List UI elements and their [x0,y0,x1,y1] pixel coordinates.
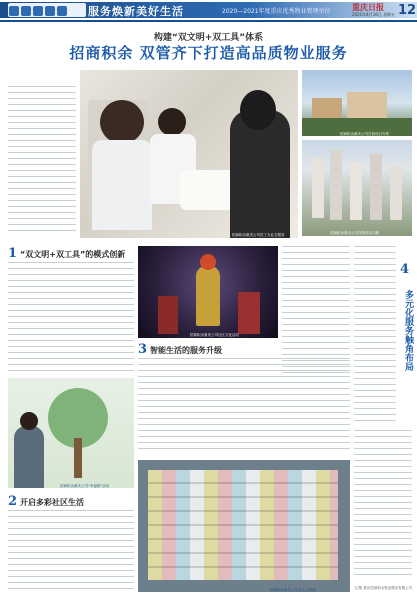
section-1-number: 1 [8,246,18,261]
caption-tree-photo: 招商积余重庆公司“幸福树”活动 [60,484,110,488]
section-4-text-b [354,430,412,580]
section-2-text [8,510,134,594]
section-4-number: 4 [400,262,410,277]
building-exterior-photo [302,70,412,136]
header-subtitle: 2020—2021年度重庆优秀物业管理单位 [222,8,331,15]
page-headline: 招商积余 双管齐下打造高品质物业服务 [69,44,348,62]
right-text-column-1 [282,246,350,376]
section-title: 服务焕新美好生活 [88,5,184,18]
date-line: 2021年4月16日 星期五 [352,12,396,17]
caption-stage-photo: 招商积余重庆公司社区文化活动 [190,333,239,337]
section-1-text [8,262,134,374]
stage-performance-photo [138,246,278,338]
aerial-photo [302,140,412,236]
section-4-text-a [354,246,396,426]
caption-wish-wall: 招商积余重庆公司业主心愿墙 [270,588,316,592]
intro-text-column [8,86,76,236]
section-3-number: 3 [138,342,148,357]
section-2-number: 2 [8,494,18,509]
section-2-title: 开启多彩社区生活 [20,498,84,507]
section-1-title: “双文明+双工具”的模式创新 [20,250,126,259]
wish-wall-photo [138,460,350,592]
caption-building-photo: 招商积余重庆公司在管项目外景 [340,132,389,136]
section-3-text [138,358,350,454]
caption-aerial-photo: 招商积余重庆公司在管项目鸟瞰 [330,231,379,235]
section-3-title: 智能生活的服务升级 [150,346,222,355]
tree-activity-photo [8,378,134,488]
page-number: 12 [398,3,417,18]
kicker: 构建“双文明+双工具”体系 [153,33,264,43]
staff-service-photo [80,70,298,238]
header-icons [8,3,86,17]
paper-logo: 重庆日报 [352,2,384,12]
footer-credit: 文/图 重庆招商积余物业服务有限公司 [354,586,413,590]
section-4-title: 多元化服务触角布局 [403,289,413,371]
caption-staff-photo: 招商积余重庆公司员工为业主服务 [232,233,285,237]
